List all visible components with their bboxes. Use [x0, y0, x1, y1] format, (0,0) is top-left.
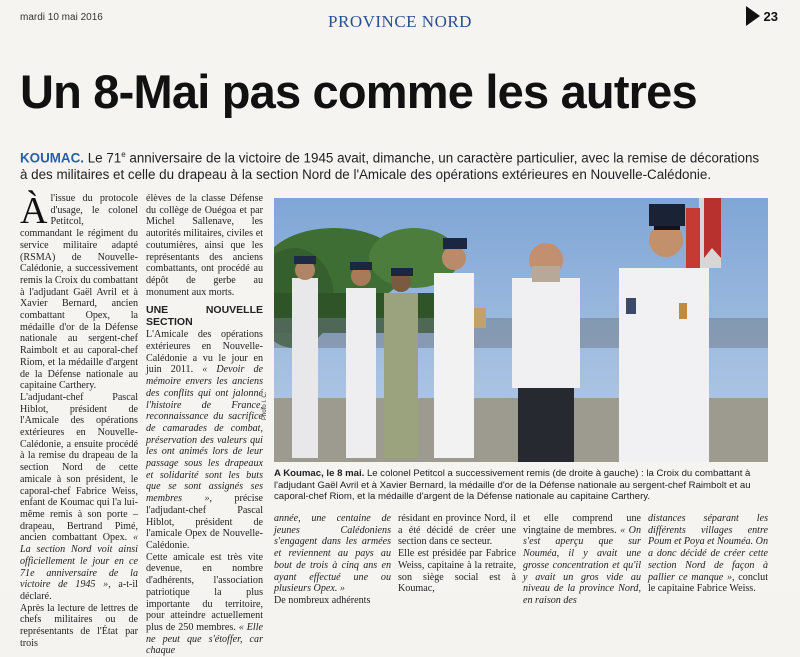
page-number: 23 — [763, 8, 778, 24]
article-column-2 — [146, 193, 263, 657]
paragraph: De nombreux adhérents — [274, 594, 371, 606]
paragraph: Après la lecture de lettres de chefs militaires ou de représentants de l'État par trois — [20, 602, 138, 649]
lead-location: KOUMAC. — [20, 150, 84, 166]
ceremony-photo — [274, 198, 768, 462]
lead-superscript: e — [121, 150, 126, 159]
paragraph: L'adjudant-chef Pascal Hiblot, président de l'Amicale des opérations extérieures en Nouvelle-Calédonie, a ensuite procédé à la remise du drapeau de la section Nord de cette amicale à son président, le caporal-chef Fabrice Weiss, enfant de Koumac qui l'a lui-même remis à son porte – drapeau, Bertrand Pimé, ancien combattant Opex. « La section Nord voit ainsi officiellement le jour en ce 71e anniversaire de la victoire de 1945 », a-t-il déclaré. — [20, 391, 138, 602]
paragraph: élèves de la classe Défense du collège de Ouégoa et par Michel Sallenave, les autorités militaires, civiles et coutumières, ainsi que les représentants des anciens combattants, ont procédé au dépôt de gerbe au monument aux morts. — [146, 193, 263, 298]
article-headline: Un 8-Mai pas comme les autres — [20, 65, 697, 118]
lead-text-1: Le 71 — [83, 150, 122, 166]
page-arrow-icon — [746, 6, 760, 26]
caption-text: Le colonel Petitcol a successivement remis (de droite à gauche) : la Croix du combattant à l'adjudant Gaël Avril et à Xavier Bernard, la médaille d'or de la Défense nationale au sergent-chef Raimbolt et au caporal-chef Riom, et la médaille d'argent de la Défense nationale au capitaine Carthery. — [274, 468, 751, 502]
subheading: UNE NOUVELLE SECTION — [146, 304, 263, 329]
paragraph: année, une centaine de jeunes Calédoniens s'engagent dans les armées et reviennent au pays au bout de trois à cinq ans en ayant effectué une ou plusieurs Opex. » — [274, 513, 391, 595]
paragraph: et elle comprend une vingtaine de membres. « On s'est aperçu que sur Nouméa, il y avait une grosse concentration et qu'il y avait un gros vide au niveau de la province Nord, en raison des — [523, 513, 641, 606]
caption-lead: A Koumac, le 8 mai. — [274, 468, 365, 479]
article-column-5 — [523, 513, 641, 607]
paragraph: Cette amicale est très vite devenue, en nombre d'adhérents, l'association patriotique la plus importante du territoire, pour atteindre actuellement plus de 250 membres. « Elle ne peut que s'étoffer, car chaque — [146, 551, 263, 657]
issue-date: mardi 10 mai 2016 — [20, 12, 103, 23]
article-column-1 — [20, 190, 138, 649]
photo-caption — [274, 468, 768, 503]
paragraph: distances séparant les différents villages entre Poum et Poya et Nouméa. On a donc décidé de créer cette section Nord de façon à pallier ce manque », conclut le capitaine Fabrice Weiss. — [648, 513, 768, 595]
page-number-block — [746, 6, 778, 26]
paragraph: Elle est présidée par Fabrice Weiss, capitaine à la retraite, son siège social est à Koumac, — [398, 548, 516, 595]
paragraph: Àl'issue du protocole d'usage, le colonel Petitcol, commandant le régiment du service militaire adapté (RSMA) de Nouvelle-Calédonie, a successivement remis la Croix du combattant à l'adjudant Gaël Avril et à Xavier Bernard, ancien combattant Opex, la médaille d'or de la Défense nationale au sergent-chef Raimbolt et au caporal-chef Riom, et la médaille d'argent de la Défense nationale au capitaine Carthery. — [20, 190, 138, 392]
paragraph: L'Amicale des opérations extérieures en Nouvelle-Calédonie a vu le jour en juin 2011. « Devoir de mémoire envers les anciens des conflits qui ont jalonné l'histoire de France, reconnaissance du sacrifice de camarades de combat, préservation des valeurs qui les ont animés lors de leur passage sous les drapeaux et solidarité sont les buts que se sont assignés ses membres », précise l'adjudant-chef Pascal Hiblot, président de l'amicale Opex de Nouvelle-Calédonie. — [146, 329, 263, 551]
section-title: PROVINCE NORD — [328, 12, 472, 31]
lead-text-2: anniversaire de la victoire de 1945 avait, dimanche, un caractère particulier, avec la remise de décorations à des militaires et celle du drapeau à la section Nord de l'Amicale des opérations extérieures en Nouvelle-Calédonie. — [20, 150, 760, 183]
article-lead — [20, 146, 770, 183]
drop-cap: À — [20, 190, 48, 232]
paragraph: résidant en province Nord, il a été décidé de créer une section dans ce secteur. — [398, 513, 516, 548]
photo-credit: Photo I. C. — [262, 391, 268, 420]
article-column-3 — [274, 513, 391, 607]
article-column-4 — [398, 513, 516, 595]
article-column-6 — [648, 513, 768, 595]
